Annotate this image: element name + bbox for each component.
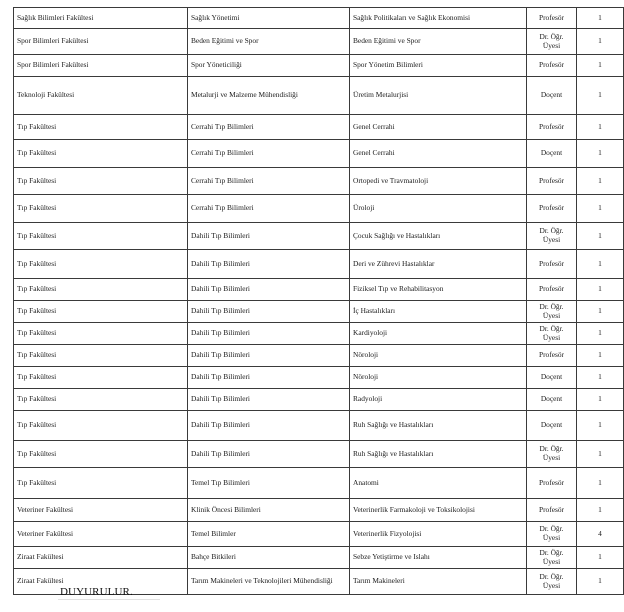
title-cell: Profesör: [527, 345, 577, 367]
program-cell: Spor Yönetim Bilimleri: [350, 55, 527, 77]
program-cell: Nöroloji: [350, 367, 527, 389]
title-cell: Profesör: [527, 250, 577, 279]
title-cell: Dr. Öğr. Üyesi: [527, 29, 577, 55]
count-cell: 1: [577, 499, 624, 522]
department-cell: Dahili Tıp Bilimleri: [188, 367, 350, 389]
faculty-cell: Tıp Fakültesi: [14, 223, 188, 250]
program-cell: Veterinerlik Farmakoloji ve Toksikolojisi: [350, 499, 527, 522]
table-row: [14, 468, 624, 499]
title-cell: Dr. Öğr. Üyesi: [527, 547, 577, 569]
program-cell: Ortopedi ve Travmatoloji: [350, 168, 527, 195]
table-row: [14, 301, 624, 323]
footer-divider: [58, 599, 160, 600]
faculty-cell: Tıp Fakültesi: [14, 195, 188, 223]
title-cell: Doçent: [527, 411, 577, 441]
program-cell: İç Hastalıkları: [350, 301, 527, 323]
table-row: [14, 279, 624, 301]
table-row: [14, 29, 624, 55]
title-cell: Profesör: [527, 468, 577, 499]
table-row: [14, 522, 624, 547]
title-cell: Profesör: [527, 499, 577, 522]
department-cell: Dahili Tıp Bilimleri: [188, 441, 350, 468]
program-cell: Üretim Metalurjisi: [350, 77, 527, 115]
title-cell: Dr. Öğr. Üyesi: [527, 223, 577, 250]
department-cell: Spor Yöneticiliği: [188, 55, 350, 77]
faculty-cell: Veteriner Fakültesi: [14, 499, 188, 522]
title-cell: Dr. Öğr. Üyesi: [527, 522, 577, 547]
program-cell: Sağlık Politikaları ve Sağlık Ekonomisi: [350, 8, 527, 29]
department-cell: Dahili Tıp Bilimleri: [188, 411, 350, 441]
title-cell: Profesör: [527, 195, 577, 223]
faculty-cell: Tıp Fakültesi: [14, 389, 188, 411]
title-cell: Profesör: [527, 168, 577, 195]
count-cell: 1: [577, 140, 624, 168]
table-row: [14, 389, 624, 411]
program-cell: Beden Eğitimi ve Spor: [350, 29, 527, 55]
department-cell: Dahili Tıp Bilimleri: [188, 389, 350, 411]
department-cell: Cerrahi Tıp Bilimleri: [188, 140, 350, 168]
count-cell: 4: [577, 522, 624, 547]
announcement-footer: DUYURULUR.: [60, 586, 133, 598]
faculty-cell: Tıp Fakültesi: [14, 323, 188, 345]
count-cell: 1: [577, 279, 624, 301]
title-cell: Profesör: [527, 115, 577, 140]
department-cell: Dahili Tıp Bilimleri: [188, 323, 350, 345]
count-cell: 1: [577, 115, 624, 140]
program-cell: Ruh Sağlığı ve Hastalıkları: [350, 441, 527, 468]
faculty-cell: Tıp Fakültesi: [14, 441, 188, 468]
department-cell: Dahili Tıp Bilimleri: [188, 223, 350, 250]
faculty-cell: Sağlık Bilimleri Fakültesi: [14, 8, 188, 29]
faculty-cell: Teknoloji Fakültesi: [14, 77, 188, 115]
title-cell: Doçent: [527, 367, 577, 389]
program-cell: Sebze Yetiştirme ve Islahı: [350, 547, 527, 569]
count-cell: 1: [577, 195, 624, 223]
table-body: [14, 8, 624, 595]
faculty-cell: Tıp Fakültesi: [14, 468, 188, 499]
title-cell: Dr. Öğr. Üyesi: [527, 569, 577, 595]
academic-positions-table: [13, 7, 624, 595]
faculty-cell: Tıp Fakültesi: [14, 411, 188, 441]
department-cell: Temel Tıp Bilimleri: [188, 468, 350, 499]
table-row: [14, 55, 624, 77]
count-cell: 1: [577, 547, 624, 569]
count-cell: 1: [577, 301, 624, 323]
count-cell: 1: [577, 389, 624, 411]
count-cell: 1: [577, 223, 624, 250]
department-cell: Beden Eğitimi ve Spor: [188, 29, 350, 55]
faculty-cell: Tıp Fakültesi: [14, 367, 188, 389]
title-cell: Doçent: [527, 77, 577, 115]
program-cell: Genel Cerrahi: [350, 140, 527, 168]
faculty-cell: Spor Bilimleri Fakültesi: [14, 55, 188, 77]
table-row: [14, 411, 624, 441]
table-row: [14, 140, 624, 168]
count-cell: 1: [577, 411, 624, 441]
department-cell: Cerrahi Tıp Bilimleri: [188, 195, 350, 223]
department-cell: Dahili Tıp Bilimleri: [188, 279, 350, 301]
program-cell: Fiziksel Tıp ve Rehabilitasyon: [350, 279, 527, 301]
title-cell: Profesör: [527, 279, 577, 301]
table-row: [14, 547, 624, 569]
title-cell: Dr. Öğr. Üyesi: [527, 441, 577, 468]
department-cell: Cerrahi Tıp Bilimleri: [188, 168, 350, 195]
title-cell: Dr. Öğr. Üyesi: [527, 301, 577, 323]
program-cell: Ruh Sağlığı ve Hastalıkları: [350, 411, 527, 441]
count-cell: 1: [577, 323, 624, 345]
table-row: [14, 441, 624, 468]
count-cell: 1: [577, 55, 624, 77]
faculty-cell: Tıp Fakültesi: [14, 345, 188, 367]
faculty-cell: Veteriner Fakültesi: [14, 522, 188, 547]
table-row: [14, 8, 624, 29]
program-cell: Nöroloji: [350, 345, 527, 367]
department-cell: Cerrahi Tıp Bilimleri: [188, 115, 350, 140]
department-cell: Klinik Öncesi Bilimleri: [188, 499, 350, 522]
faculty-cell: Ziraat Fakültesi: [14, 547, 188, 569]
title-cell: Doçent: [527, 140, 577, 168]
table-row: [14, 499, 624, 522]
program-cell: Radyoloji: [350, 389, 527, 411]
program-cell: Kardiyoloji: [350, 323, 527, 345]
program-cell: Üroloji: [350, 195, 527, 223]
department-cell: Bahçe Bitkileri: [188, 547, 350, 569]
program-cell: Tarım Makineleri: [350, 569, 527, 595]
count-cell: 1: [577, 569, 624, 595]
department-cell: Dahili Tıp Bilimleri: [188, 250, 350, 279]
count-cell: 1: [577, 345, 624, 367]
title-cell: Profesör: [527, 8, 577, 29]
count-cell: 1: [577, 367, 624, 389]
count-cell: 1: [577, 168, 624, 195]
table-row: [14, 77, 624, 115]
faculty-cell: Tıp Fakültesi: [14, 279, 188, 301]
faculty-cell: Tıp Fakültesi: [14, 115, 188, 140]
faculty-cell: Tıp Fakültesi: [14, 140, 188, 168]
count-cell: 1: [577, 441, 624, 468]
program-cell: Çocuk Sağlığı ve Hastalıkları: [350, 223, 527, 250]
table-row: [14, 115, 624, 140]
department-cell: Sağlık Yönetimi: [188, 8, 350, 29]
faculty-cell: Tıp Fakültesi: [14, 250, 188, 279]
count-cell: 1: [577, 8, 624, 29]
faculty-cell: Ziraat Fakültesi: [14, 569, 188, 595]
faculty-cell: Tıp Fakültesi: [14, 168, 188, 195]
table-row: [14, 345, 624, 367]
count-cell: 1: [577, 77, 624, 115]
title-cell: Doçent: [527, 389, 577, 411]
faculty-cell: Spor Bilimleri Fakültesi: [14, 29, 188, 55]
title-cell: Dr. Öğr. Üyesi: [527, 323, 577, 345]
table-row: [14, 323, 624, 345]
program-cell: Veterinerlik Fizyolojisi: [350, 522, 527, 547]
count-cell: 1: [577, 250, 624, 279]
program-cell: Deri ve Zührevi Hastalıklar: [350, 250, 527, 279]
program-cell: Anatomi: [350, 468, 527, 499]
count-cell: 1: [577, 468, 624, 499]
table-row: [14, 168, 624, 195]
table-row: [14, 250, 624, 279]
department-cell: Dahili Tıp Bilimleri: [188, 301, 350, 323]
title-cell: Profesör: [527, 55, 577, 77]
count-cell: 1: [577, 29, 624, 55]
department-cell: Metalurji ve Malzeme Mühendisliği: [188, 77, 350, 115]
department-cell: Temel Bilimler: [188, 522, 350, 547]
program-cell: Genel Cerrahi: [350, 115, 527, 140]
department-cell: Dahili Tıp Bilimleri: [188, 345, 350, 367]
table-row: [14, 367, 624, 389]
table-row: [14, 223, 624, 250]
department-cell: Tarım Makineleri ve Teknolojileri Mühendisliği: [188, 569, 350, 595]
faculty-cell: Tıp Fakültesi: [14, 301, 188, 323]
table-row: [14, 195, 624, 223]
